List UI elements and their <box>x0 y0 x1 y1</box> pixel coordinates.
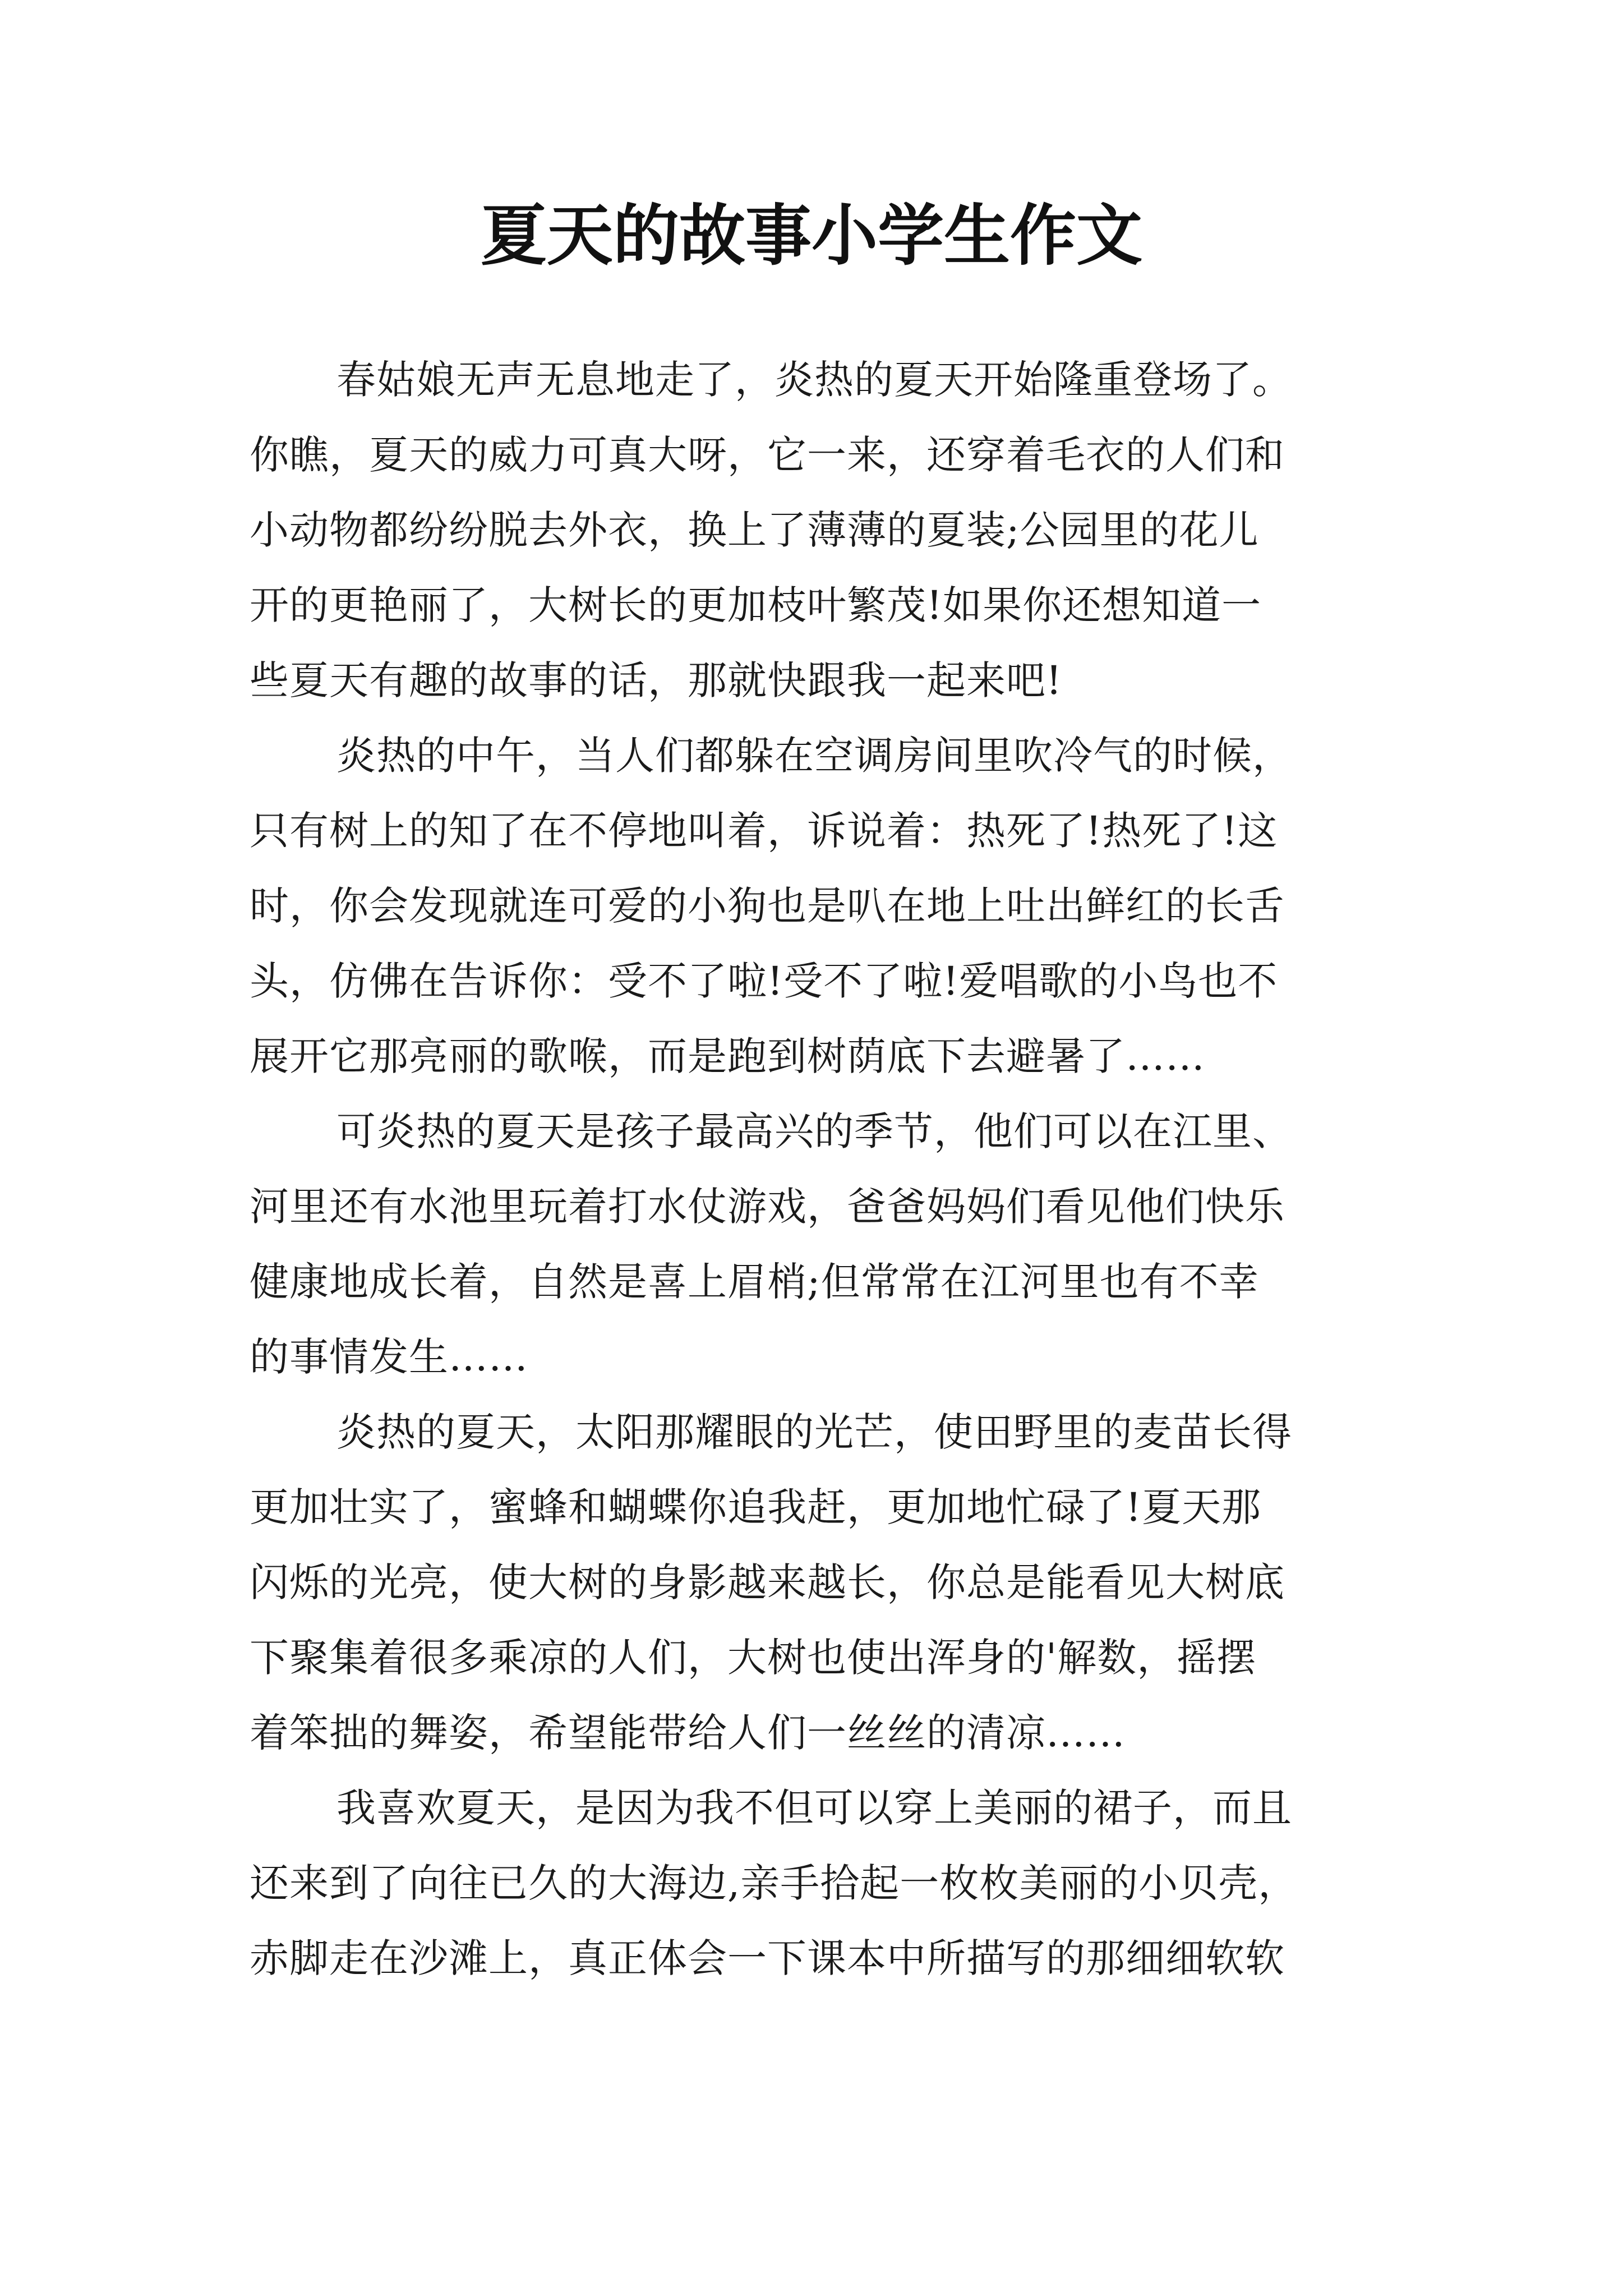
essay-line: 着笨拙的舞姿，希望能带给人们一丝丝的清凉…… <box>250 1710 1126 1756</box>
essay-line: 只有树上的知了在不停地叫着，诉说着：热死了!热死了!这 <box>250 808 1278 854</box>
essay-line: 开的更艳丽了，大树长的更加枝叶繁茂!如果你还想知道一 <box>250 582 1262 628</box>
essay-line: 更加壮实了，蜜蜂和蝴蝶你追我赶，更加地忙碌了!夏天那 <box>250 1484 1262 1530</box>
essay-line: 下聚集着很多乘凉的人们，大树也使出浑身的'解数，摇摆 <box>250 1635 1257 1681</box>
essay-line: 头，仿佛在告诉你：受不了啦!受不了啦!爱唱歌的小鸟也不 <box>250 958 1278 1004</box>
essay-body <box>250 342 1427 1996</box>
essay-line: 赤脚走在沙滩上，真正体会一下课本中所描写的那细细软软 <box>250 1935 1285 1981</box>
paragraph-first-line: 我喜欢夏天，是因为我不但可以穿上美丽的裙子，而且 <box>336 1785 1292 1831</box>
essay-line: 健康地成长着，自然是喜上眉梢;但常常在江河里也有不幸 <box>250 1259 1259 1305</box>
paragraph-first-line: 炎热的夏天，太阳那耀眼的光芒，使田野里的麦苗长得 <box>336 1409 1292 1455</box>
essay-line: 闪烁的光亮，使大树的身影越来越长，你总是能看见大树底 <box>250 1559 1285 1605</box>
essay-line: 河里还有水池里玩着打水仗游戏，爸爸妈妈们看见他们快乐 <box>250 1184 1285 1230</box>
essay-line: 时，你会发现就连可爱的小狗也是叭在地上吐出鲜红的长舌 <box>250 883 1285 929</box>
essay-line: 展开它那亮丽的歌喉，而是跑到树荫底下去避暑了…… <box>250 1033 1205 1079</box>
essay-line: 还来到了向往已久的大海边,亲手拾起一枚枚美丽的小贝壳， <box>250 1860 1298 1906</box>
essay-line: 小动物都纷纷脱去外衣，换上了薄薄的夏装;公园里的花儿 <box>250 507 1259 553</box>
paragraph-first-line: 可炎热的夏天是孩子最高兴的季节，他们可以在江里、 <box>336 1108 1292 1154</box>
essay-line: 你瞧，夏天的威力可真大呀，它一来，还穿着毛衣的人们和 <box>250 432 1285 478</box>
paragraph-first-line: 春姑娘无声无息地走了，炎热的夏天开始隆重登场了。 <box>336 357 1292 403</box>
document-title: 夏天的故事小学生作文 <box>480 197 1142 274</box>
essay-line: 些夏天有趣的故事的话，那就快跟我一起来吧! <box>250 657 1063 703</box>
paragraph-first-line: 炎热的中午，当人们都躲在空调房间里吹冷气的时候， <box>336 733 1292 779</box>
essay-line: 的事情发生…… <box>250 1334 528 1380</box>
